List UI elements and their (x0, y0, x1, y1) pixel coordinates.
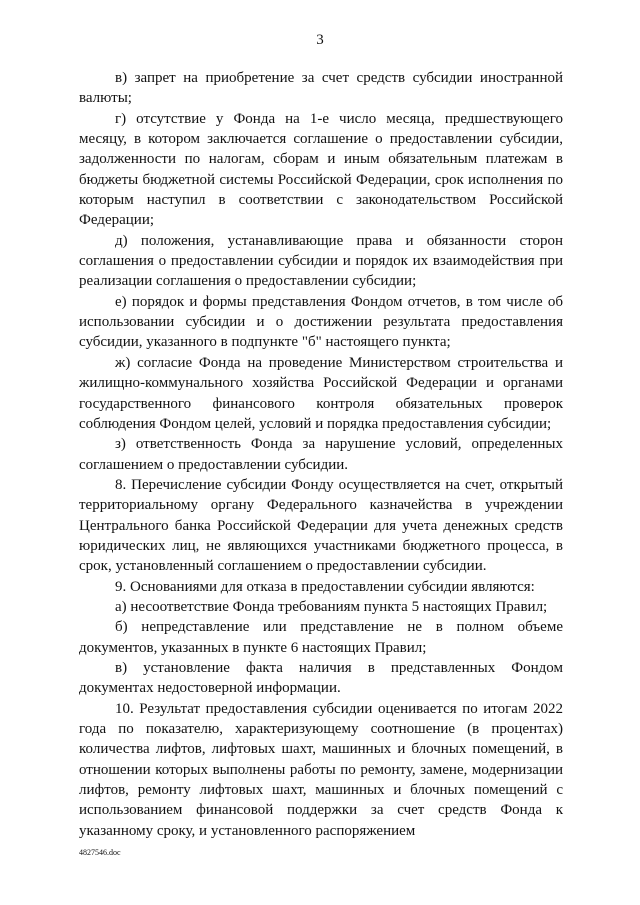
paragraph-9a: а) несоответствие Фонда требованиям пункта 5 настоящих Правил; (115, 598, 548, 615)
paragraph-10-result: 10. Результат предоставления субсидии оценивается по итогам 2022 года по показателю, характеризующему соотношение (в процентах) количества лифтов, лифтовых шахт, машинных и блочных помещений, в отношении которых выполнены работы по ремонту, замене, модернизации лифтов, ремонту лифтовых шахт, машинных и блочных помещений с использованием финансовой поддержки за счет средств Фонда к указанному сроку, и установленного распоряжением (79, 700, 563, 839)
paragraph-9-refusal-grounds: 9. Основаниями для отказа в предоставлении субсидии являются: (115, 578, 535, 595)
document-body (79, 68, 563, 841)
paragraph-e-reporting: е) порядок и формы представления Фондом отчетов, в том числе об использовании субсидии и о достижении результата предоставления субсидии, указанного в подпункте "б" настоящего пункта; (79, 293, 563, 351)
paragraph-g-no-tax-debt: г) отсутствие у Фонда на 1-е число месяца, предшествующего месяцу, в котором заключается соглашение о предоставлении субсидии, задолженности по налогам, сборам и иным обязательным платежам в бюджеты бюджетной системы Российской Федерации, срок исполнения по которым наступил в соответствии с законодательством Российской Федерации; (79, 110, 563, 229)
paragraph-v-foreign-currency: в) запрет на приобретение за счет средств субсидии иностранной валюты; (79, 70, 563, 107)
paragraph-zh-inspection-consent: ж) согласие Фонда на проведение Министерством строительства и жилищно-коммунального хозяйства Российской Федерации и органами государственного финансового контроля обязательных проверок соблюдения Фондом целей, условий и порядка предоставления субсидии; (79, 354, 563, 432)
paragraph-8-transfer: 8. Перечисление субсидии Фонду осуществляется на счет, открытый территориальному органу Федерального казначейства в учреждении Центрального банка Российской Федерации для учета денежных средств юридических лиц, не являющихся участниками бюджетного процесса, в срок, установленный соглашением о предоставлении субсидии. (79, 476, 563, 575)
document-footer: 4827546.doc (79, 848, 121, 857)
paragraph-z-responsibility: з) ответственность Фонда за нарушение условий, определенных соглашением о предоставлении субсидии. (79, 436, 563, 473)
page-number: 3 (316, 32, 324, 48)
paragraph-d-rights-obligations: д) положения, устанавливающие права и обязанности сторон соглашения о предоставлении субсидии и порядок их взаимодействия при реализации соглашения о предоставлении субсидии; (79, 232, 563, 290)
paragraph-9b: б) непредставление или представление не в полном объеме документов, указанных в пункте 6 настоящих Правил; (79, 619, 563, 656)
paragraph-9v: в) установление факта наличия в представленных Фондом документах недостоверной информации. (79, 659, 563, 697)
